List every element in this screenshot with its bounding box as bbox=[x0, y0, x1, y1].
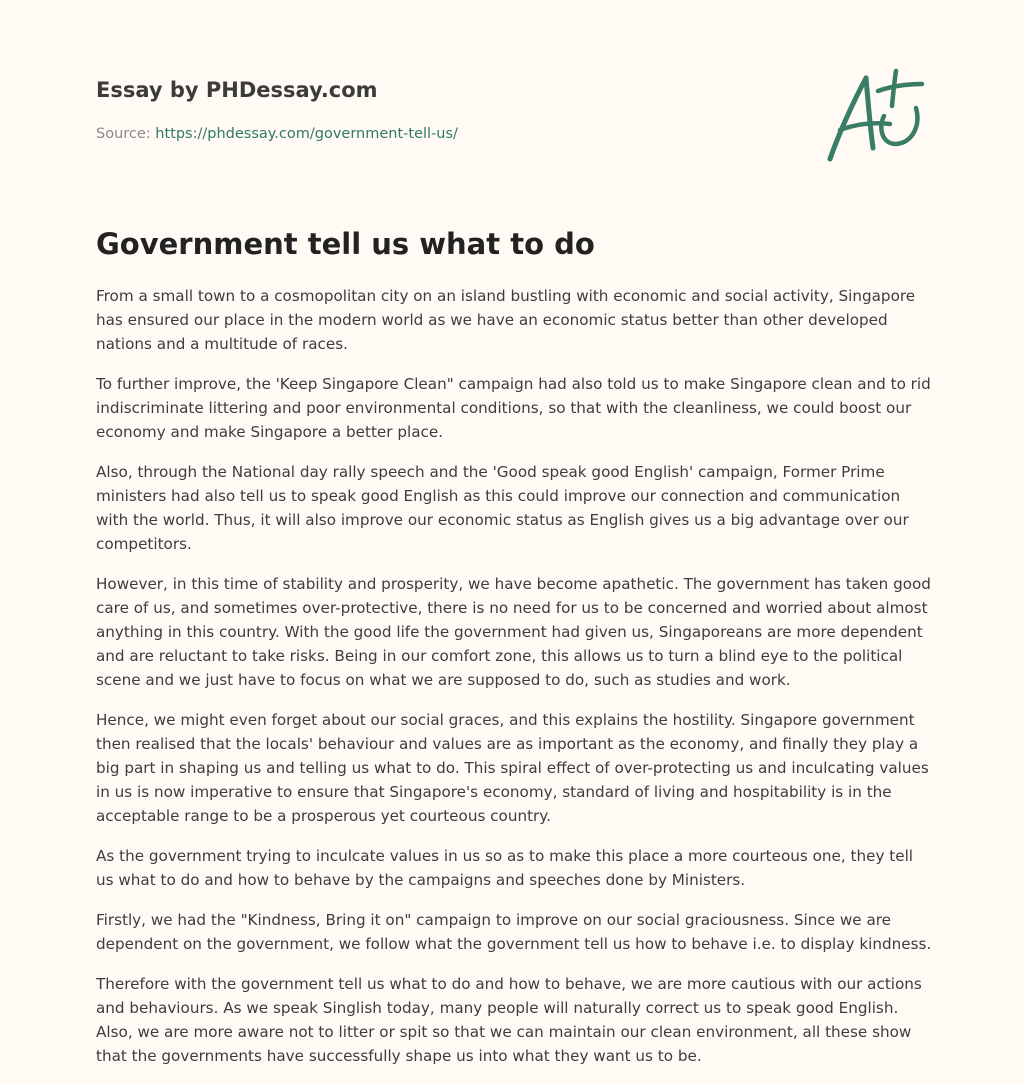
source-link[interactable]: https://phdessay.com/government-tell-us/ bbox=[155, 126, 458, 142]
essay-title: Government tell us what to do bbox=[96, 227, 595, 261]
essay-paragraph: Also, through the National day rally speech and the 'Good speak good English' campaign, Former Prime ministers had also tell us to speak good English as this could improve our connection and communication with the world. Thus, it will also improve our economic status as English gives us a big advantage over our competitors. bbox=[96, 463, 909, 553]
essay-paragraph: From a small town to a cosmopolitan city on an island bustling with economic and social activity, Singapore has ensured our place in the modern world as we have an economic status better than other developed nations and a multitude of races. bbox=[96, 287, 916, 353]
essay-paragraph: To further improve, the 'Keep Singapore Clean" campaign had also told us to make Singapore clean and to rid indiscriminate littering and poor environmental conditions, so that with the cleanliness, we could boost our economy and make Singapore a better place. bbox=[96, 375, 931, 441]
essay-paragraph: Therefore with the government tell us what to do and how to behave, we are more cautious with our actions and behaviours. As we speak Singlish today, many people will naturally correct us to speak good English. Also, we are more aware not to litter or spit so that we can maintain our clean environment, all these show that the governments have successfully shape us into what they want us to be. bbox=[96, 975, 922, 1065]
source-line bbox=[96, 124, 796, 144]
site-brand: Essay by PHDessay.com bbox=[96, 78, 378, 102]
source-label: Source: bbox=[96, 126, 151, 142]
essay-paragraph: However, in this time of stability and prosperity, we have become apathetic. The government has taken good care of us, and sometimes over-protective, there is no need for us to be concerned and worried about almost anything in this country. With the good life the government had given us, Singaporeans are more dependent and are reluctant to take risks. Being in our comfort zone, this allows us to turn a blind eye to the political scene and we just have to focus on what we are supposed to do, such as studies and work. bbox=[96, 575, 931, 689]
a-plus-grade-icon bbox=[820, 66, 930, 166]
essay-paragraph: Firstly, we had the "Kindness, Bring it on" campaign to improve on our social graciousness. Since we are dependent on the government, we follow what the government tell us how to behave i.e. to display kindness. bbox=[96, 911, 932, 953]
essay-header bbox=[96, 76, 796, 144]
essay-body bbox=[96, 284, 932, 1084]
essay-paragraph: Hence, we might even forget about our social graces, and this explains the hostility. Singapore government then realised that the locals' behaviour and values are as important as the economy, and finally they play a big part in shaping us and telling us what to do. This spiral effect of over-protecting us and inculcating values in us is now imperative to ensure that Singapore's economy, standard of living and hospitability is in the acceptable range to be a prosperous yet courteous country. bbox=[96, 711, 929, 825]
essay-paragraph: As the government trying to inculcate values in us so as to make this place a more courteous one, they tell us what to do and how to behave by the campaigns and speeches done by Ministers. bbox=[96, 847, 914, 889]
